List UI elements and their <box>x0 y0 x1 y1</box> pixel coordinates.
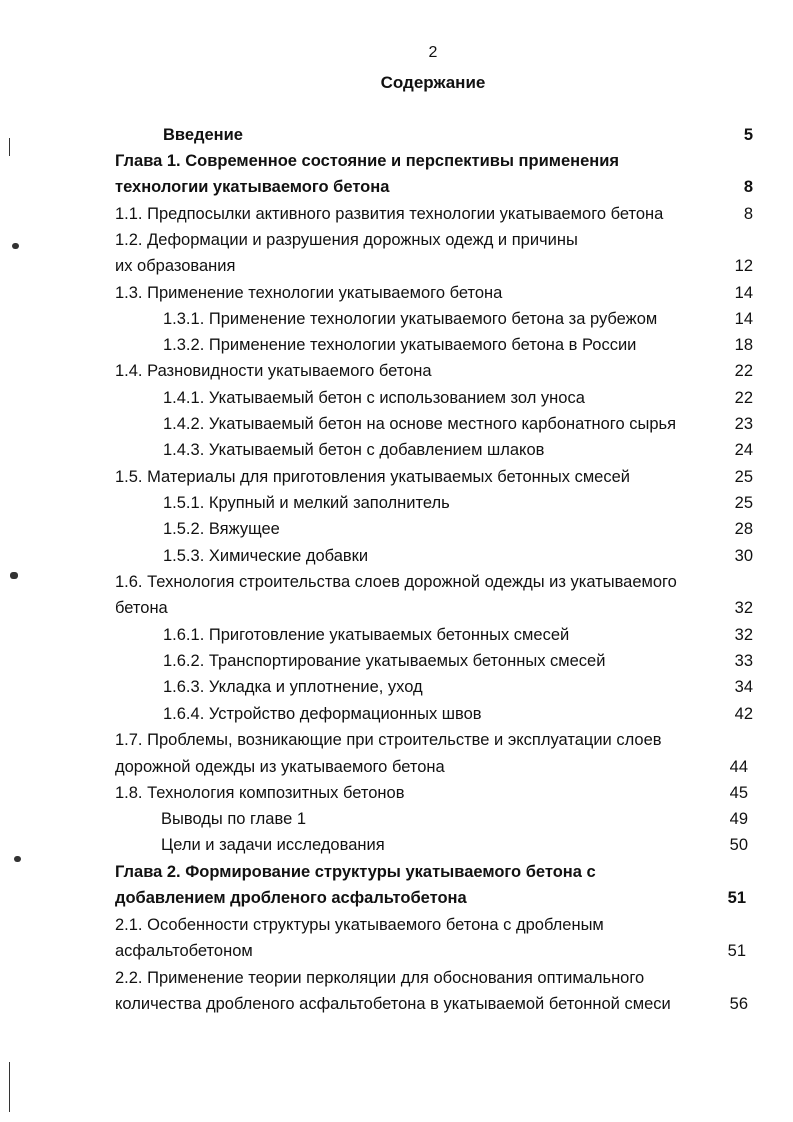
toc-entry[interactable] <box>163 122 753 148</box>
toc-entry-page: 32 <box>734 626 753 644</box>
toc-entry-text: 1.8. Технология композитных бетонов <box>115 784 405 802</box>
toc-entry-text: 1.5. Материалы для приготовления укатываемых бетонных смесей <box>115 468 631 486</box>
toc-entry-text: 1.6.2. Транспортирование укатываемых бетонных смесей <box>163 652 606 670</box>
toc-entry[interactable] <box>163 385 753 411</box>
toc-entry-page: 45 <box>729 784 748 802</box>
toc-entry[interactable] <box>115 595 753 621</box>
toc-entry-page: 30 <box>734 547 753 565</box>
toc-entry[interactable] <box>115 859 746 885</box>
toc-entry-page: 33 <box>734 652 753 670</box>
toc-entry[interactable] <box>163 674 753 700</box>
toc-entry-page: 25 <box>734 468 753 486</box>
toc-entry-text: 2.1. Особенности структуры укатываемого бетона с дробленым <box>115 916 604 934</box>
toc-entry-text: 1.4.3. Укатываемый бетон с добавлением шлаков <box>163 441 545 459</box>
toc-entry[interactable] <box>163 543 753 569</box>
toc-entry-page: 44 <box>729 758 748 776</box>
toc-entry-text: количества дробленого асфальтобетона в укатываемой бетонной смеси <box>115 995 671 1013</box>
toc-entry-text: 1.3.1. Применение технологии укатываемого бетона за рубежом <box>163 310 658 328</box>
toc-entry-text: 1.6.4. Устройство деформационных швов <box>163 705 482 723</box>
toc-entry[interactable] <box>115 201 753 227</box>
toc-entry[interactable] <box>115 780 748 806</box>
toc-entry[interactable] <box>163 516 753 542</box>
toc-entry-text: 1.1. Предпосылки активного развития технологии укатываемого бетона <box>115 205 664 223</box>
toc-entry-text: 1.2. Деформации и разрушения дорожных одежд и причины <box>115 231 578 249</box>
toc-entry-text: Глава 1. Современное состояние и перспективы применения <box>115 152 620 170</box>
page-number: 2 <box>428 44 438 61</box>
toc-entry-text: асфальтобетоном <box>115 942 253 960</box>
toc-entry[interactable] <box>115 227 753 253</box>
toc-entry-text: 1.3.2. Применение технологии укатываемого бетона в России <box>163 336 637 354</box>
toc-entry-page: 18 <box>734 336 753 354</box>
toc-entry[interactable] <box>163 332 753 358</box>
toc-entry[interactable] <box>163 648 753 674</box>
toc-entry-page: 28 <box>734 520 753 538</box>
toc-entry-page: 50 <box>729 836 748 854</box>
toc-entry-text: Введение <box>163 126 243 144</box>
toc-entry[interactable] <box>161 832 748 858</box>
toc-entry-text: 1.6.3. Укладка и уплотнение, уход <box>163 678 423 696</box>
toc-entry-page: 23 <box>734 415 753 433</box>
toc-entry[interactable] <box>115 754 748 780</box>
toc-entry-text: бетона <box>115 599 168 617</box>
toc-entry-text: добавлением дробленого асфальтобетона <box>115 889 467 907</box>
toc-entry-text: 1.5.2. Вяжущее <box>163 520 280 538</box>
toc-entry-text: Выводы по главе 1 <box>161 810 307 828</box>
toc-entry-text: 2.2. Применение теории перколяции для обоснования оптимального <box>115 969 645 987</box>
toc-entry-page: 42 <box>734 705 753 723</box>
toc-entry-text: 1.5.1. Крупный и мелкий заполнитель <box>163 494 450 512</box>
toc-entry[interactable] <box>115 569 753 595</box>
toc-entry-text: 1.6.1. Приготовление укатываемых бетонных смесей <box>163 626 570 644</box>
toc-entry[interactable] <box>115 727 753 753</box>
toc-entry-page: 32 <box>734 599 753 617</box>
toc-entry-page: 34 <box>734 678 753 696</box>
toc-entry-text: 1.4.2. Укатываемый бетон на основе местного карбонатного сырья <box>163 415 677 433</box>
toc-entry[interactable] <box>163 306 753 332</box>
toc-entry-page: 8 <box>743 205 753 223</box>
toc-entry[interactable] <box>115 280 753 306</box>
toc-entry-page: 5 <box>743 126 753 144</box>
toc-entry-text: технологии укатываемого бетона <box>115 178 390 196</box>
toc-entry[interactable] <box>115 253 753 279</box>
toc-entry-text: 1.4.1. Укатываемый бетон с использованием зол уноса <box>163 389 585 407</box>
toc-entry[interactable] <box>163 622 753 648</box>
toc-entry-page: 25 <box>734 494 753 512</box>
toc-entry[interactable] <box>115 174 753 200</box>
toc-entry-text: Глава 2. Формирование структуры укатываемого бетона с <box>115 863 596 881</box>
toc-entry-page: 51 <box>727 942 746 960</box>
toc-entry-text: Цели и задачи исследования <box>161 836 385 854</box>
toc-entry[interactable] <box>115 991 748 1017</box>
toc-entry-page: 22 <box>734 389 753 407</box>
toc-entry-page: 56 <box>729 995 748 1013</box>
toc-entry-page: 8 <box>743 178 753 196</box>
toc-entry-text: 1.5.3. Химические добавки <box>163 547 369 565</box>
toc-entry-text: 1.3. Применение технологии укатываемого бетона <box>115 284 503 302</box>
toc-entry[interactable] <box>115 912 746 938</box>
toc-entry-page: 22 <box>734 362 753 380</box>
toc-entry[interactable] <box>115 464 753 490</box>
toc-entry[interactable] <box>161 806 748 832</box>
toc-entry[interactable] <box>115 885 746 911</box>
toc-entry[interactable] <box>163 411 753 437</box>
toc-entry-page: 14 <box>734 310 753 328</box>
page-title: Содержание <box>380 73 486 92</box>
toc-entry-page: 24 <box>734 441 753 459</box>
toc-entry[interactable] <box>115 358 753 384</box>
toc-entry-page: 12 <box>734 257 753 275</box>
toc-entry[interactable] <box>163 701 753 727</box>
toc-entry[interactable] <box>115 938 746 964</box>
toc-entry[interactable] <box>163 437 753 463</box>
toc-entry[interactable] <box>115 965 748 991</box>
toc-entry-text: дорожной одежды из укатываемого бетона <box>115 758 445 776</box>
toc-entry-page: 49 <box>729 810 748 828</box>
toc-entry-page: 14 <box>734 284 753 302</box>
toc-entry-text: их образования <box>115 257 236 275</box>
toc-entry-text: 1.4. Разновидности укатываемого бетона <box>115 362 432 380</box>
toc-entry-page: 51 <box>727 889 746 907</box>
toc-entry[interactable] <box>163 490 753 516</box>
toc-entry-text: 1.6. Технология строительства слоев дорожной одежды из укатываемого <box>115 573 677 591</box>
toc-entry[interactable] <box>115 148 753 174</box>
toc-entry-text: 1.7. Проблемы, возникающие при строительстве и эксплуатации слоев <box>115 731 662 749</box>
